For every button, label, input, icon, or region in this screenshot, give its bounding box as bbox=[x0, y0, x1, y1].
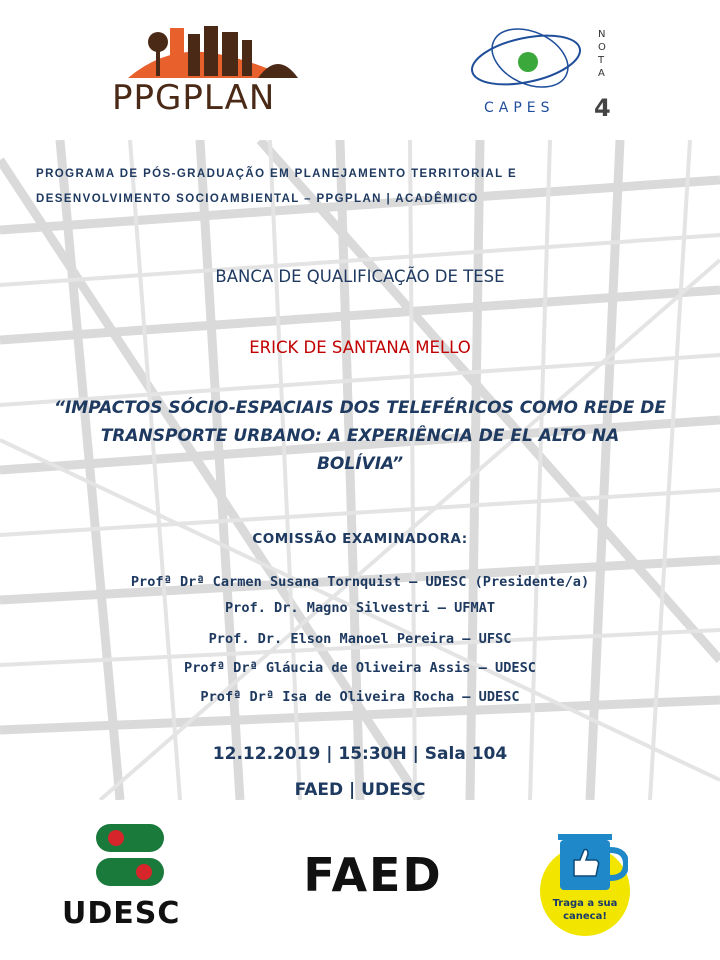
udesc-wordmark: UDESC bbox=[62, 896, 181, 931]
capes-logo bbox=[466, 20, 626, 124]
commission-member: Prof. Dr. Magno Silvestri — UFMAT bbox=[224, 600, 496, 616]
event-datetime: 12.12.2019 | 15:30H | Sala 104 bbox=[212, 744, 508, 764]
caneca-text-line-1: Traga a sua bbox=[552, 898, 618, 909]
capes-orbit-icon bbox=[466, 20, 586, 100]
caneca-text-line-2: caneca! bbox=[563, 911, 607, 922]
commission-member: Profª Drª Isa de Oliveira Rocha — UDESC bbox=[200, 689, 520, 705]
event-venue: FAED | UDESC bbox=[294, 780, 426, 800]
commission-member: Prof. Dr. Elson Manoel Pereira — UFSC bbox=[208, 631, 512, 647]
capes-wordmark: CAPES bbox=[484, 100, 555, 116]
nota-value: 4 bbox=[594, 94, 611, 122]
faed-logo: FAED bbox=[303, 848, 443, 902]
mug-thumbs-up-icon bbox=[548, 832, 628, 894]
udesc-emblem-icon bbox=[60, 822, 200, 890]
commission-title: COMISSÃO EXAMINADORA: bbox=[252, 531, 468, 547]
thesis-title-line-1: “IMPACTOS SÓCIO-ESPACIAIS DOS TELEFÉRICOS COMO REDE DE bbox=[54, 398, 666, 418]
program-name-line-2: DESENVOLVIMENTO SOCIOAMBIENTAL – PPGPLAN | ACADÊMICO bbox=[36, 193, 479, 205]
caneca-badge bbox=[540, 832, 632, 936]
nota-label: NOTA bbox=[598, 29, 606, 79]
program-name-line-1: PROGRAMA DE PÓS-GRADUAÇÃO EM PLANEJAMENTO TERRITORIAL E bbox=[36, 168, 518, 180]
ppgplan-wordmark: PPGPLAN bbox=[112, 78, 276, 118]
commission-member: Profª Drª Carmen Susana Tornquist — UDESC (Presidente/a) bbox=[130, 574, 590, 590]
udesc-logo bbox=[60, 822, 200, 932]
ppgplan-logo bbox=[108, 20, 308, 120]
thesis-title-line-2: TRANSPORTE URBANO: A EXPERIÊNCIA DE EL ALTO NA bbox=[100, 426, 620, 446]
student-name: ERICK DE SANTANA MELLO bbox=[249, 338, 471, 357]
commission-member: Profª Drª Gláucia de Oliveira Assis — UDESC bbox=[184, 660, 536, 676]
ppgplan-skyline-icon bbox=[108, 20, 308, 82]
thesis-title-line-3: BOLÍVIA” bbox=[316, 454, 404, 474]
event-title: BANCA DE QUALIFICAÇÃO DE TESE bbox=[215, 267, 505, 286]
